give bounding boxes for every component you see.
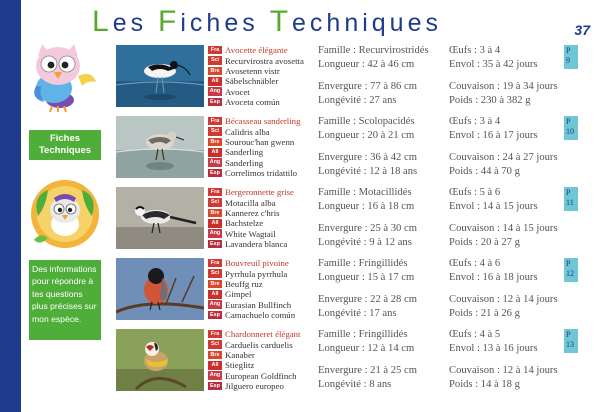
name-row xyxy=(208,55,316,65)
bird-facts xyxy=(318,258,598,324)
language-tag: Fra xyxy=(208,188,222,197)
title-initial: L xyxy=(92,5,113,38)
wingspan: Envergure : 22 à 28 cm xyxy=(318,294,417,305)
name-row xyxy=(208,197,316,207)
language-tag: Bre xyxy=(208,351,222,360)
name-row xyxy=(208,258,316,268)
page-ref-prefix: P xyxy=(566,259,571,268)
length: Longueur : 12 à 14 cm xyxy=(318,343,415,354)
name-row xyxy=(208,97,316,107)
name-row xyxy=(208,329,316,339)
name-row xyxy=(208,116,316,126)
page-ref-prefix: P xyxy=(566,117,571,126)
page-ref-number: 12 xyxy=(566,269,574,278)
bird-entry xyxy=(116,116,600,182)
vernacular-names xyxy=(208,329,316,391)
page-ref-prefix: P xyxy=(566,188,571,197)
language-tag: Fra xyxy=(208,259,222,268)
name-row xyxy=(208,371,316,381)
bird-facts xyxy=(318,187,598,253)
language-tag: Ang xyxy=(209,159,221,166)
language-tag: Fra xyxy=(208,117,222,126)
scientific-name: Calidris alba xyxy=(225,126,270,137)
german-name: Stieglitz xyxy=(225,360,255,371)
fledging: Envol : 16 à 17 jours xyxy=(449,130,538,141)
language-tag: Esp xyxy=(208,169,222,178)
wingspan: Envergure : 21 à 25 cm xyxy=(318,365,417,376)
wingspan: Envergure : 36 à 42 cm xyxy=(318,152,417,163)
page-reference-badge[interactable] xyxy=(564,258,578,282)
spanish-name: Lavandera blanca xyxy=(225,239,288,250)
name-row xyxy=(208,239,316,249)
breton-name: Beuffg ruz xyxy=(225,278,263,289)
name-row xyxy=(208,218,316,228)
language-tag: Sci xyxy=(208,56,222,65)
spanish-name: Correlimos tridattilo xyxy=(225,168,298,179)
language-tag: Esp xyxy=(208,98,222,107)
breton-name: Kannerez c'hris xyxy=(225,207,280,218)
breton-name: Kanaber xyxy=(225,349,255,360)
fledging: Envol : 16 à 18 jours xyxy=(449,272,538,283)
weight: Poids : 14 à 18 g xyxy=(449,379,520,390)
name-row xyxy=(208,279,316,289)
name-row xyxy=(208,268,316,278)
name-row xyxy=(208,45,316,55)
name-row xyxy=(208,187,316,197)
fledging: Envol : 14 à 15 jours xyxy=(449,201,538,212)
left-margin-bar xyxy=(0,0,21,412)
incubation: Couvaison : 12 à 14 jours xyxy=(449,294,558,305)
german-name: Sanderling xyxy=(225,147,264,158)
page-reference-badge[interactable] xyxy=(564,329,578,353)
name-row xyxy=(208,229,316,239)
name-row xyxy=(208,147,316,157)
page-ref-number: 13 xyxy=(566,340,574,349)
vernacular-names xyxy=(208,45,316,107)
eggs: Œufs : 3 à 4 xyxy=(449,116,501,127)
length: Longueur : 15 à 17 cm xyxy=(318,272,415,283)
bird-facts xyxy=(318,45,598,111)
weight: Poids : 44 à 70 g xyxy=(449,166,520,177)
owl-mascot-illustration xyxy=(30,42,102,114)
longevity: Longévité : 12 à 18 ans xyxy=(318,166,418,177)
language-tag: All xyxy=(208,77,222,86)
length: Longueur : 20 à 21 cm xyxy=(318,130,415,141)
language-tag: Sci xyxy=(208,340,222,349)
family: Famille : Scolopacidés xyxy=(318,116,415,127)
german-name: Säbelschnäbler xyxy=(225,76,279,87)
page-ref-number: 11 xyxy=(566,198,574,207)
family: Famille : Fringillidés xyxy=(318,258,408,269)
name-row xyxy=(208,360,316,370)
page-number: 37 xyxy=(574,22,590,38)
name-row xyxy=(208,76,316,86)
language-tag: Bre xyxy=(208,67,222,76)
language-tag: Bre xyxy=(208,209,222,218)
page-ref-number: 10 xyxy=(566,127,574,136)
english-name: Avocet xyxy=(225,86,250,97)
page-reference-badge[interactable] xyxy=(564,116,578,140)
vernacular-names xyxy=(208,258,316,320)
breton-name: Avosetenn vistr xyxy=(225,65,280,76)
title-initial: T xyxy=(269,5,293,38)
bird-facts xyxy=(318,116,598,182)
name-row xyxy=(208,381,316,391)
name-row xyxy=(208,339,316,349)
english-name: White Wagtail xyxy=(225,228,276,239)
name-row xyxy=(208,289,316,299)
name-row xyxy=(208,168,316,178)
longevity: Longévité : 8 ans xyxy=(318,379,392,390)
scientific-name: Recurvirostra avosetta xyxy=(225,55,304,66)
language-tag: Esp xyxy=(208,382,222,391)
family: Famille : Motacillidés xyxy=(318,187,412,198)
french-name: Bergeronnette grise xyxy=(225,187,294,198)
english-name: European Goldfinch xyxy=(225,370,297,381)
language-tag: Ang xyxy=(209,230,221,237)
incubation: Couvaison : 24 à 27 jours xyxy=(449,152,558,163)
name-row xyxy=(208,300,316,310)
spanish-name: Jilguero europeo xyxy=(225,381,284,392)
language-tag: Sci xyxy=(208,198,222,207)
french-name: Bécasseau sanderling xyxy=(225,116,301,127)
bird-entry xyxy=(116,329,600,395)
language-tag: All xyxy=(208,290,222,299)
language-tag: Bre xyxy=(208,280,222,289)
name-row xyxy=(208,87,316,97)
length: Longueur : 42 à 46 cm xyxy=(318,59,415,70)
bird-entry xyxy=(116,45,600,111)
name-row xyxy=(208,137,316,147)
language-tag: All xyxy=(208,361,222,370)
name-row xyxy=(208,208,316,218)
bird-entry xyxy=(116,187,600,253)
language-tag: Ang xyxy=(209,372,221,379)
language-tag: Bre xyxy=(208,138,222,147)
title-word: es xyxy=(112,9,159,37)
wingspan: Envergure : 77 à 86 cm xyxy=(318,81,417,92)
fledging: Envol : 35 à 42 jours xyxy=(449,59,538,70)
name-row xyxy=(208,66,316,76)
language-tag: Esp xyxy=(208,311,222,320)
scientific-name: Motacilla alba xyxy=(225,197,276,208)
scientific-name: Carduelis carduelis xyxy=(225,339,293,350)
scientific-name: Pyrrhula pyrrhula xyxy=(225,268,288,279)
vernacular-names xyxy=(208,116,316,178)
section-label: Fiches Techniques xyxy=(29,130,101,160)
page-title xyxy=(92,5,442,39)
language-tag: Ang xyxy=(209,88,221,95)
incubation: Couvaison : 12 à 14 jours xyxy=(449,365,558,376)
language-tag: Fra xyxy=(208,46,222,55)
bird-photo-wagtail xyxy=(116,187,204,249)
length: Longueur : 16 à 18 cm xyxy=(318,201,415,212)
wingspan: Envergure : 25 à 30 cm xyxy=(318,223,417,234)
language-tag: Ang xyxy=(209,301,221,308)
eggs: Œufs : 5 à 6 xyxy=(449,187,501,198)
name-row xyxy=(208,350,316,360)
title-word: iches xyxy=(180,9,270,37)
spanish-name: Camachuelo común xyxy=(225,310,296,321)
incubation: Couvaison : 19 à 34 jours xyxy=(449,81,558,92)
page-reference-badge[interactable] xyxy=(564,45,578,69)
english-name: Sanderling xyxy=(225,157,264,168)
language-tag: All xyxy=(208,148,222,157)
language-tag: Sci xyxy=(208,269,222,278)
french-name: Bouvreuil pivoine xyxy=(225,258,289,269)
bird-photo-sanderling xyxy=(116,116,204,178)
eggs: Œufs : 4 à 5 xyxy=(449,329,501,340)
name-row xyxy=(208,126,316,136)
bird-photo-goldfinch xyxy=(116,329,204,391)
vernacular-names xyxy=(208,187,316,249)
longevity: Longévité : 17 ans xyxy=(318,308,397,319)
name-row xyxy=(208,158,316,168)
breton-name: Sourouc'han gwenn xyxy=(225,136,295,147)
language-tag: All xyxy=(208,219,222,228)
language-tag: Sci xyxy=(208,127,222,136)
eggs: Œufs : 3 à 4 xyxy=(449,45,501,56)
incubation: Couvaison : 14 à 15 jours xyxy=(449,223,558,234)
family: Famille : Recurvirostridés xyxy=(318,45,429,56)
title-initial: F xyxy=(158,5,181,38)
family: Famille : Fringillidés xyxy=(318,329,408,340)
longevity: Longévité : 9 à 12 ans xyxy=(318,237,412,248)
language-tag: Fra xyxy=(208,330,222,339)
page-ref-number: 9 xyxy=(566,56,570,65)
eggs: Œufs : 4 à 6 xyxy=(449,258,501,269)
french-name: Avocette élégante xyxy=(225,45,288,56)
section-description: Des informations pour répondre à tes questions plus précises sur mon espèce. xyxy=(29,260,101,340)
german-name: Gimpel xyxy=(225,289,252,300)
owl-with-leaves-illustration xyxy=(28,176,102,252)
english-name: Eurasian Bullfinch xyxy=(225,299,292,310)
fledging: Envol : 13 à 16 jours xyxy=(449,343,538,354)
weight: Poids : 20 à 27 g xyxy=(449,237,520,248)
bird-entry xyxy=(116,258,600,324)
language-tag: Esp xyxy=(208,240,222,249)
weight: Poids : 230 à 382 g xyxy=(449,95,531,106)
page-ref-prefix: P xyxy=(566,46,571,55)
german-name: Bachstelze xyxy=(225,218,264,229)
longevity: Longévité : 27 ans xyxy=(318,95,397,106)
spanish-name: Avoceta común xyxy=(225,97,280,108)
bird-photo-bullfinch xyxy=(116,258,204,320)
weight: Poids : 21 à 26 g xyxy=(449,308,520,319)
french-name: Chardonneret élégant xyxy=(225,329,301,340)
title-word: echniques xyxy=(292,9,442,37)
name-row xyxy=(208,310,316,320)
bird-facts xyxy=(318,329,598,395)
page-ref-prefix: P xyxy=(566,330,571,339)
bird-photo-avocet xyxy=(116,45,204,107)
page-reference-badge[interactable] xyxy=(564,187,578,211)
